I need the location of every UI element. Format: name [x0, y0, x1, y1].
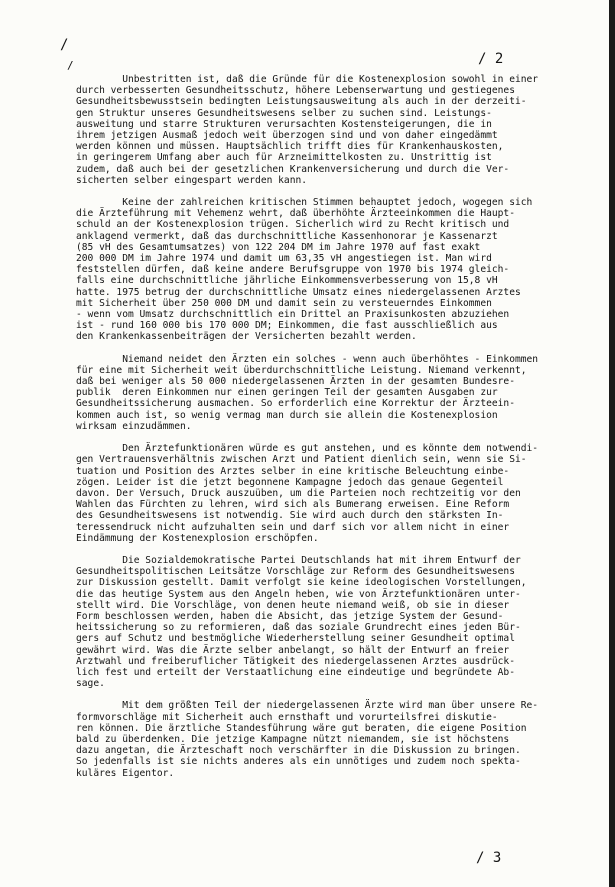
text-line: hatte. 1975 betrug der durchschnittliche Umsatz eines niedergelassenen Arztes — [76, 286, 521, 298]
text-line: des Gesundheitswesens ist notwendig. Sie wird auch durch den stärksten In- — [76, 510, 504, 522]
text-line: Niemand neidet den Ärzten ein solches - wenn auch überhöhtes - Einkommen — [76, 353, 539, 365]
text-line: anklagend vermerkt, daß das durchschnittliche Kassenhonorar je Kassenarzt — [76, 230, 498, 242]
text-line: kommen auch ist, so wenig vermag man durch sie allein die Kostenexplosion — [76, 409, 498, 421]
text-line: gewährt wird. Was die Ärzte selber anbelangt, so hält der Entwurf an freier — [76, 644, 510, 656]
text-line: sage. — [76, 678, 105, 690]
text-line: Arztwahl und freiberuflicher Tätigkeit des niedergelassenen Arztes ausdrück- — [76, 655, 515, 667]
text-line: formvorschläge mit Sicherheit auch ernsthaft und vorurteilsfrei diskutie- — [76, 711, 498, 723]
text-line: wirksam einzudämmen. — [76, 420, 192, 432]
text-line: ausweitung und starre Strukturen verursachten Kostensteigerungen, die in — [76, 118, 492, 130]
text-line: - wenn vom Umsatz durchschnittlich ein Drittel an Praxisunkosten abzuziehen — [76, 309, 510, 321]
text-line: die Ärzteführung mit Vehemenz wehrt, daß überhöhte Ärzteeinkommen die Haupt- — [76, 208, 515, 220]
paragraph-gap — [76, 544, 586, 555]
text-line: mit Sicherheit über 250 000 DM und damit sein zu versteuerndes Einkommen — [76, 297, 492, 309]
paragraph-gap — [76, 432, 586, 443]
text-line: zögen. Leider ist die jetzt begonnene Kampagne jedoch das genaue Gegenteil — [76, 476, 504, 488]
scan-edge — [609, 0, 615, 887]
text-line: Den Ärztefunktionären würde es gut anstehen, und es könnte dem notwendi- — [76, 443, 539, 455]
body-text — [76, 74, 586, 779]
text-line: So jedenfalls ist sie nichts anderes als ein unnötiges und zudem noch spekta- — [76, 756, 521, 768]
text-line: Unbestritten ist, daß die Gründe für die Kostenexplosion sowohl in einer — [76, 74, 539, 85]
text-line: die das heutige System aus den Angeln heben, wie von Ärztefunktionären unter- — [76, 588, 521, 600]
text-line: davon. Der Versuch, Druck auszuüben, um die Parteien noch rechtzeitig vor den — [76, 487, 521, 499]
text-line: feststellen dürfen, daß keine andere Berufsgruppe von 1970 bis 1974 gleich- — [76, 264, 510, 276]
page-number-bottom: / 3 — [476, 850, 502, 866]
text-line: ihrem jetzigen Ausmaß jedoch weit überzogen sind und von daher eingedämmt — [76, 130, 498, 142]
paragraph-gap — [76, 689, 586, 700]
paragraph — [76, 443, 586, 544]
text-line: kuläres Eigentor. — [76, 767, 175, 779]
text-line: zudem, daß auch bei der gesetzlichen Krankenversicherung und durch die Ver- — [76, 163, 510, 175]
text-line: Die Sozialdemokratische Partei Deutschlands hat mit ihrem Entwurf der — [76, 554, 521, 566]
text-line: heitssicherung so zu reformieren, daß das soziale Grundrecht eines jeden Bür- — [76, 622, 521, 634]
paragraph — [76, 555, 586, 689]
paragraph — [76, 700, 586, 778]
text-line: werden können und müssen. Hauptsächlich trifft dies für Krankenhauskosten, — [76, 141, 504, 153]
paragraph — [76, 197, 586, 343]
text-line: publik deren Einkommen nur einen geringen Teil der gesamten Ausgaben zur — [76, 387, 498, 399]
text-line: Form beschlossen werden, haben die Absicht, das jetzige System der Gesund- — [76, 610, 504, 622]
text-line: (85 vH des Gesamtumsatzes) von 122 204 DM im Jahre 1970 auf fast exakt — [76, 241, 481, 253]
text-line: dazu angetan, die Ärzteschaft noch verschärfter in die Diskussion zu bringen. — [76, 745, 521, 757]
text-line: Wahlen das Fürchten zu lehren, wird sich als Bumerang erweisen. Eine Reform — [76, 499, 510, 511]
pen-mark: / — [67, 59, 74, 72]
text-line: zur Diskussion gestellt. Damit verfolgt sie keine ideologischen Vorstellungen, — [76, 577, 527, 589]
paragraph — [76, 354, 586, 432]
text-line: Keine der zahlreichen kritischen Stimmen behauptet jedoch, wogegen sich — [76, 197, 533, 209]
text-line: Mit dem größten Teil der niedergelassenen Ärzte wird man über unsere Re- — [76, 700, 539, 712]
pen-mark: / — [60, 37, 69, 53]
text-line: falls eine durchschnittliche jährliche Einkommensverbesserung von 15,8 vH — [76, 275, 498, 287]
text-line: gen Vertrauensverhältnis zwischen Arzt und Patient dienlich sein, wenn sie Si- — [76, 454, 527, 466]
text-line: ist - rund 160 000 bis 170 000 DM; Einkommen, die fast ausschließlich aus — [76, 320, 498, 332]
text-line: für eine mit Sicherheit weit überdurchschnittliche Leistung. Niemand verkennt, — [76, 364, 527, 376]
text-line: stellt wird. Die Vorschläge, von denen heute niemand weiß, ob sie in dieser — [76, 599, 510, 611]
text-line: gers auf Schutz und bestmögliche Wiederherstellung seiner Gesundheit optimal — [76, 633, 515, 645]
text-line: durch verbesserten Gesundheitsschutz, höhere Lebenserwartung und gestiegenes — [76, 85, 515, 97]
text-line: Gesundheitsbewusstsein bedingten Leistungsausweitung als auch in der derzeiti- — [76, 96, 527, 108]
text-line: in geringerem Umfang aber auch für Arzneimittelkosten zu. Unstrittig ist — [76, 152, 492, 164]
text-line: teressendruck nicht aufzuhalten sein und darf sich vor allem nicht in einer — [76, 521, 510, 533]
page-number-top: / 2 — [478, 51, 504, 67]
text-line: den Krankenkassenbeiträgen der Versicherten bezahlt werden. — [76, 331, 417, 343]
paragraph — [76, 74, 586, 186]
text-line: ren können. Die ärztliche Standesführung wäre gut beraten, die eigene Position — [76, 722, 527, 734]
text-line: sicherten selber eingespart werden kann. — [76, 174, 308, 186]
text-line: schuld an der Kostenexplosion trügen. Sicherlich wird zu Recht kritisch und — [76, 219, 510, 231]
paragraph-gap — [76, 186, 586, 197]
text-line: Eindämmung der Kostenexplosion erschöpfen. — [76, 532, 319, 544]
text-line: bald zu überdenken. Die jetzige Kampagne nützt niemandem, sie ist höchstens — [76, 733, 510, 745]
text-line: 200 000 DM im Jahre 1974 und damit um 63,35 vH angestiegen ist. Man wird — [76, 253, 492, 265]
text-line: lich fest und erteilt der Verstaatlichung eine eindeutige und begründete Ab- — [76, 666, 515, 678]
text-line: Gesundheitssicherung ausmachen. So erforderlich eine Korrektur der Ärzteein- — [76, 398, 515, 410]
text-line: daß bei weniger als 50 000 niedergelassenen Ärzten in der gesamten Bundesre- — [76, 376, 515, 388]
paragraph-gap — [76, 343, 586, 354]
text-line: tuation und Position des Arztes selber in eine kritische Beleuchtung einbe- — [76, 465, 510, 477]
text-line: Gesundheitspolitischen Leitsätze Vorschläge zur Reform des Gesundheitswesens — [76, 566, 515, 578]
text-line: gen Struktur unseres Gesundheitswesens selber zu suchen sind. Leistungs- — [76, 107, 492, 119]
